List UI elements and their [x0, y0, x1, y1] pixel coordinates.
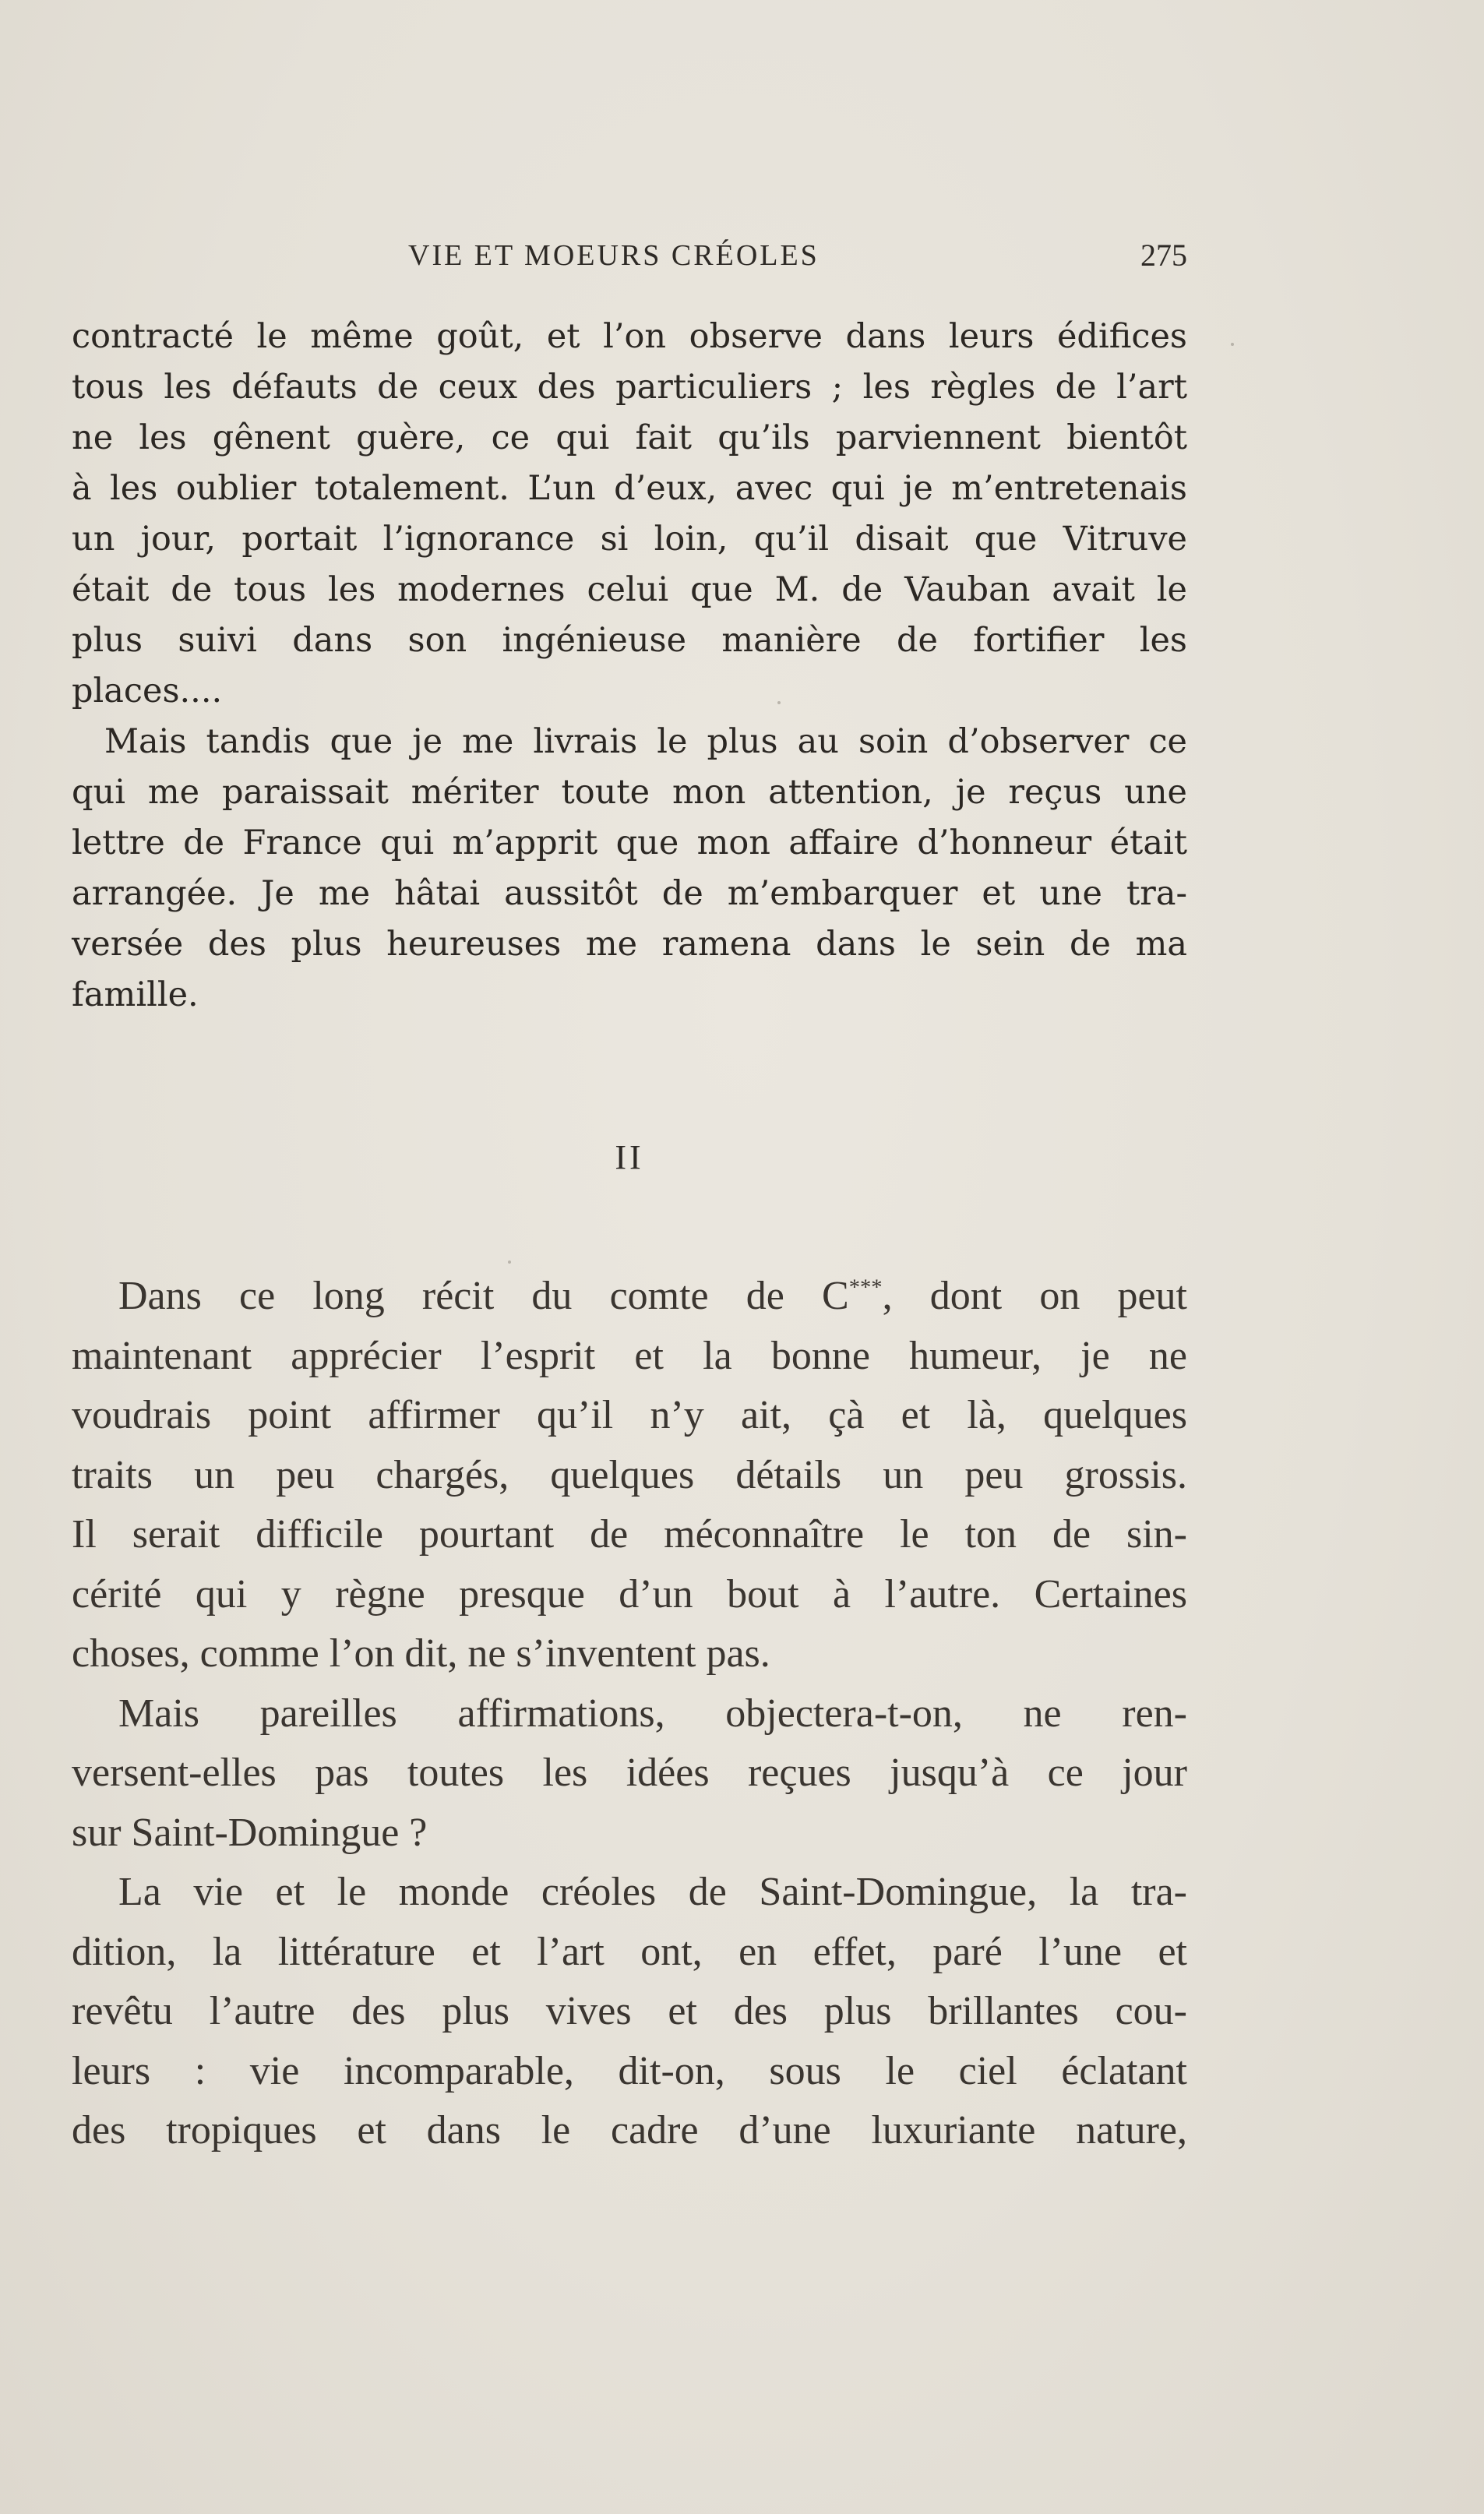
text-fragment: , dont on peut — [882, 1274, 1187, 1318]
text-line: lettre de France qui m’apprit que mon affaire d’honneur était — [72, 823, 1187, 862]
section-heading: II — [615, 1138, 644, 1176]
text-line: des tropiques et dans le cadre d’une luxuriante nature, — [72, 2108, 1187, 2153]
text-line: sur Saint-Domingue ? — [72, 1810, 428, 1855]
text-line: arrangée. Je me hâtai aussitôt de m’embarquer et une tra- — [72, 874, 1187, 913]
footnote-asterisks: *** — [848, 1275, 883, 1300]
text-line: voudrais point affirmer qu’il n’y ait, çà et là, quelques — [72, 1393, 1187, 1437]
text-fragment: Dans ce long récit du comte de C — [118, 1274, 849, 1318]
section-2-text — [72, 1267, 1187, 2161]
paper-speck — [508, 1261, 511, 1264]
text-line: cérité qui y règne presque d’un bout à l’autre. Certaines — [72, 1571, 1187, 1617]
text-line: revêtu l’autre des plus vives et des plus brillantes cou- — [72, 1989, 1187, 2033]
page-number: 275 — [1140, 238, 1187, 273]
text-line: contracté le même goût, et l’on observe dans leurs édifices — [72, 317, 1187, 356]
text-line: plus suivi dans son ingénieuse manière de fortifier les — [72, 621, 1187, 660]
text-line: ne les gênent guère, ce qui fait qu’ils parviennent bientôt — [72, 418, 1187, 457]
paragraph-start-line: Mais pareilles affirmations, objectera-t-on, ne ren- — [118, 1691, 1187, 1736]
text-line: versée des plus heureuses me ramena dans le sein de ma — [72, 925, 1187, 964]
text-line: un jour, portait l’ignorance si loin, qu’il disait que Vitruve — [72, 520, 1187, 559]
text-line: était de tous les modernes celui que M. de Vauban avait le — [72, 570, 1187, 609]
text-line: tous les défauts de ceux des particuliers ; les règles de l’art — [72, 368, 1187, 407]
text-line: versent-elles pas toutes les idées reçues jusqu’à ce jour — [72, 1751, 1187, 1795]
text-line: famille. — [72, 975, 199, 1014]
text-line: dition, la littérature et l’art ont, en effet, paré l’une et — [72, 1929, 1187, 1974]
paper-speck — [777, 701, 781, 704]
text-line: qui me paraissait mériter toute mon attention, je reçus une — [72, 773, 1187, 812]
text-line: leurs : vie incomparable, dit-on, sous le ciel éclatant — [72, 2048, 1187, 2093]
text-line: Il serait difficile pourtant de méconnaître le ton de sin- — [72, 1512, 1187, 1557]
text-line: places.... — [72, 672, 223, 710]
paragraph-start-line: La vie et le monde créoles de Saint-Domingue, la tra- — [118, 1870, 1187, 1914]
paper-speck — [1231, 343, 1234, 346]
text-line: maintenant apprécier l’esprit et la bonne humeur, je ne — [72, 1333, 1187, 1378]
paragraph-start-line — [72, 1267, 1187, 1327]
text-line: choses, comme l’on dit, ne s’inventent pas. — [72, 1631, 770, 1676]
paragraph-start-line: Mais tandis que je me livrais le plus au soin d’observer ce — [104, 722, 1187, 761]
text-line: traits un peu chargés, quelques détails un peu grossis. — [72, 1452, 1187, 1497]
section-1-text — [72, 312, 1187, 1021]
running-head — [72, 232, 1187, 279]
running-title: VIE ET MOEURS CRÉOLES — [408, 239, 820, 272]
text-line: à les oublier totalement. L’un d’eux, avec qui je m’entretenais — [72, 469, 1187, 508]
